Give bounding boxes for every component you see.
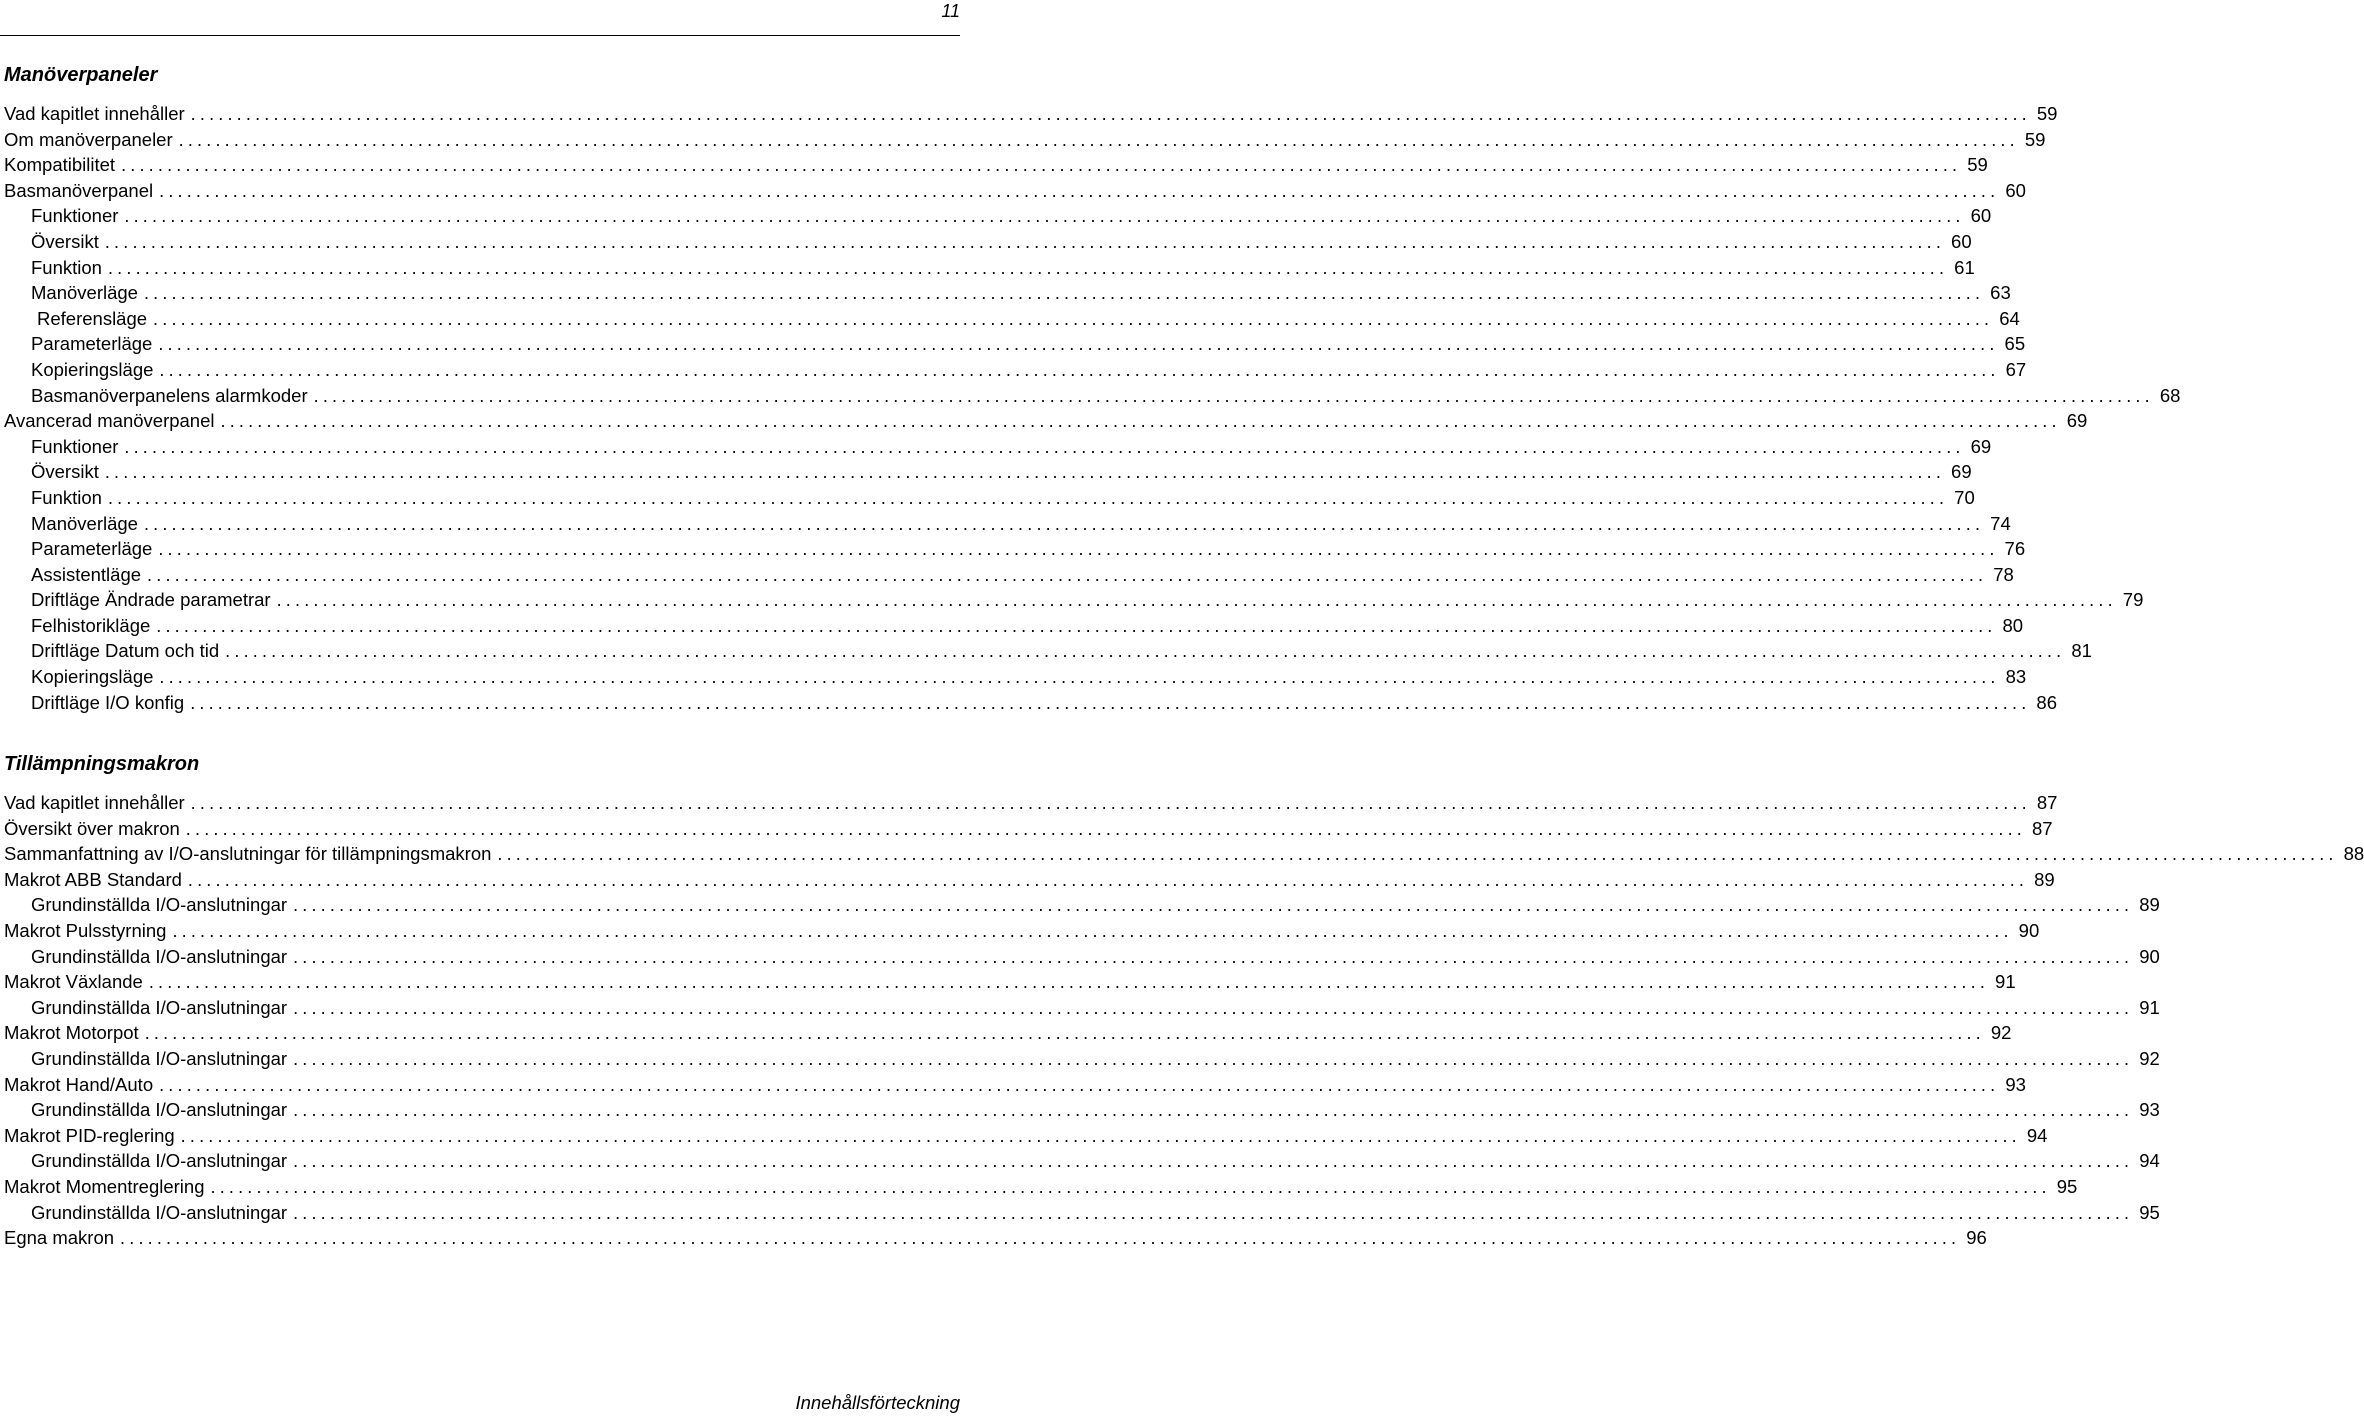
toc-entry-page: 76 bbox=[2004, 538, 2026, 560]
toc-entry-page: 79 bbox=[2122, 589, 2144, 611]
toc-entry-page: 93 bbox=[2139, 1099, 2160, 1121]
toc-entry-label: Grundinställda I/O-anslutningar bbox=[31, 1099, 288, 1121]
dot-leader: ........................................................................................................................................................................................................ bbox=[313, 385, 2154, 406]
page-number: 11 bbox=[941, 1, 960, 21]
toc-entry[interactable] bbox=[4, 944, 2160, 970]
toc-entry[interactable] bbox=[4, 562, 2014, 588]
toc-section-manoverpaneler bbox=[4, 62, 2181, 715]
toc-entry[interactable] bbox=[4, 1020, 2012, 1046]
footer-title: Innehållsförteckning bbox=[795, 1392, 960, 1413]
toc-entry-page: 93 bbox=[2005, 1073, 2026, 1095]
toc-entry-page: 65 bbox=[2004, 333, 2026, 355]
toc-entry-label: Makrot Växlande bbox=[4, 971, 143, 993]
dot-leader: ........................................................................................................................................................................................................ bbox=[210, 1176, 2051, 1197]
toc-entry-page: 60 bbox=[2005, 179, 2026, 201]
toc-entry[interactable] bbox=[4, 1174, 2078, 1200]
toc-entry-page: 67 bbox=[2005, 358, 2027, 380]
toc-entry-page: 63 bbox=[1990, 282, 2011, 304]
toc-entry-label: Översikt bbox=[31, 230, 99, 252]
dot-leader: ........................................................................................................................................................................................................ bbox=[190, 793, 2031, 813]
toc-entry-label: Basmanöverpanel bbox=[4, 179, 154, 201]
toc-entry-page: 90 bbox=[2139, 945, 2160, 967]
toc-entry-page: 89 bbox=[2034, 868, 2055, 890]
toc-entry-label: Parameterläge bbox=[31, 538, 153, 560]
toc-entry-label: Grundinställda I/O-anslutningar bbox=[31, 894, 288, 916]
toc-entry[interactable] bbox=[4, 638, 2092, 664]
toc-entry[interactable] bbox=[4, 101, 2058, 127]
toc-entry-page: 95 bbox=[2056, 1175, 2078, 1197]
toc-entry-page: 92 bbox=[1990, 1022, 2012, 1044]
dot-leader: ........................................................................................................................................................................................................ bbox=[143, 513, 1985, 534]
toc-entry-label: Grundinställda I/O-anslutningar bbox=[31, 1047, 288, 1069]
dot-leader: ........................................................................................................................................................................................................ bbox=[107, 487, 1949, 508]
dot-leader: ........................................................................................................................................................................................................ bbox=[172, 920, 2013, 941]
toc-entry[interactable] bbox=[4, 613, 2024, 639]
toc-entry-label: Felhistorikläge bbox=[31, 614, 151, 636]
toc-entry[interactable] bbox=[4, 841, 2364, 867]
toc-entry[interactable] bbox=[4, 485, 1975, 511]
toc-entry-label: Funktioner bbox=[31, 205, 119, 227]
dot-leader: ........................................................................................................................................................................................................ bbox=[497, 844, 2338, 865]
dot-leader: ........................................................................................................................................................................................................ bbox=[159, 180, 2000, 201]
toc-entry-label: Driftläge I/O konfig bbox=[31, 691, 185, 713]
toc-entry[interactable] bbox=[4, 331, 2026, 357]
toc-entry-label: Basmanöverpanelens alarmkoder bbox=[31, 384, 308, 406]
dot-leader: ........................................................................................................................................................................................................ bbox=[104, 462, 1946, 483]
toc-entry[interactable] bbox=[4, 459, 1972, 485]
toc-entry[interactable] bbox=[4, 408, 2088, 434]
toc-entry-label: Sammanfattning av I/O-anslutningar för tillämpningsmakron bbox=[4, 843, 492, 865]
dot-leader: ........................................................................................................................................................................................................ bbox=[293, 946, 2134, 967]
dot-leader: ........................................................................................................................................................................................................ bbox=[159, 667, 2000, 688]
toc-entry-page: 59 bbox=[1967, 154, 1988, 176]
toc-entry-label: Makrot PID-reglering bbox=[4, 1124, 175, 1146]
toc-entry-page: 87 bbox=[2032, 817, 2053, 839]
toc-entry-label: Kompatibilitet bbox=[4, 154, 116, 176]
toc-entry-label: Avancerad manöverpanel bbox=[4, 410, 215, 432]
dot-leader: ........................................................................................................................................................................................................ bbox=[158, 334, 1999, 355]
toc-entry-label: Parameterläge bbox=[31, 333, 153, 355]
toc-entry-label: Makrot Hand/Auto bbox=[4, 1073, 154, 1095]
dot-leader: ........................................................................................................................................................................................................ bbox=[293, 895, 2134, 916]
toc-entry[interactable] bbox=[4, 587, 2144, 613]
toc-entry-page: 74 bbox=[1990, 512, 2011, 534]
toc-list bbox=[4, 101, 2181, 715]
toc-entry-page: 81 bbox=[2071, 640, 2092, 662]
toc-entry-label: Grundinställda I/O-anslutningar bbox=[31, 996, 288, 1018]
toc-entry-page: 69 bbox=[2066, 410, 2088, 432]
toc-entry[interactable] bbox=[4, 383, 2181, 409]
toc-entry-page: 59 bbox=[2024, 128, 2046, 150]
toc-entry-label: Översikt över makron bbox=[4, 817, 180, 839]
toc-entry[interactable] bbox=[4, 511, 2011, 537]
toc-entry-page: 61 bbox=[1954, 256, 1975, 278]
toc-entry-page: 69 bbox=[1970, 435, 1992, 457]
toc-entry[interactable] bbox=[4, 1148, 2160, 1174]
toc-entry[interactable] bbox=[4, 1225, 1987, 1251]
toc-entry-page: 87 bbox=[2036, 792, 2058, 813]
toc-entry[interactable] bbox=[4, 306, 2020, 332]
toc-entry-page: 69 bbox=[1951, 461, 1972, 483]
toc-entry-label: Funktion bbox=[31, 486, 102, 508]
toc-entry[interactable] bbox=[4, 357, 2027, 383]
dot-leader: ........................................................................................................................................................................................................ bbox=[185, 818, 2026, 839]
toc-entry[interactable] bbox=[4, 280, 2011, 306]
dot-leader: ........................................................................................................................................................................................................ bbox=[159, 359, 2000, 380]
toc-entry[interactable] bbox=[4, 1046, 2160, 1072]
toc-entry-label: Grundinställda I/O-anslutningar bbox=[31, 1150, 288, 1172]
toc-entry-label: Kopieringsläge bbox=[31, 358, 154, 380]
toc-entry-page: 70 bbox=[1954, 486, 1975, 508]
toc-entry[interactable] bbox=[4, 790, 2058, 816]
dot-leader: ........................................................................................................................................................................................................ bbox=[148, 972, 1990, 993]
toc-entry-page: 95 bbox=[2139, 1201, 2160, 1223]
toc-entry[interactable] bbox=[4, 918, 2040, 944]
toc-entry-label: Driftläge Datum och tid bbox=[31, 640, 220, 662]
dot-leader: ........................................................................................................................................................................................................ bbox=[178, 129, 2019, 150]
dot-leader: ........................................................................................................................................................................................................ bbox=[190, 692, 2031, 713]
toc-entry-label: Översikt bbox=[31, 461, 99, 483]
toc-entry-page: 92 bbox=[2139, 1047, 2160, 1069]
dot-leader: ........................................................................................................................................................................................................ bbox=[124, 436, 1965, 457]
toc-entry-label: Funktion bbox=[31, 256, 102, 278]
dot-leader: ........................................................................................................................................................................................................ bbox=[144, 1023, 1985, 1044]
dot-leader: ........................................................................................................................................................................................................ bbox=[124, 206, 1965, 227]
toc-entry-label: Egna makron bbox=[4, 1227, 115, 1249]
toc-entry[interactable] bbox=[4, 1097, 2160, 1123]
dot-leader: ........................................................................................................................................................................................................ bbox=[293, 1151, 2134, 1172]
toc-entry-page: 89 bbox=[2139, 894, 2160, 916]
toc-entry[interactable] bbox=[4, 1072, 2026, 1098]
toc-entry-label: Referensläge bbox=[37, 307, 148, 329]
toc-entry-label: Vad kapitlet innehåller bbox=[4, 792, 185, 813]
toc-entry[interactable] bbox=[4, 690, 2057, 716]
toc-entry[interactable] bbox=[4, 1123, 2048, 1149]
toc-entry-page: 91 bbox=[1995, 971, 2016, 993]
toc-entry[interactable] bbox=[4, 178, 2026, 204]
toc-entry-label: Driftläge Ändrade parametrar bbox=[31, 589, 271, 611]
toc-entry[interactable] bbox=[4, 969, 2016, 995]
dot-leader: ........................................................................................................................................................................................................ bbox=[121, 155, 1962, 176]
toc-entry[interactable] bbox=[4, 995, 2160, 1021]
toc-entry-label: Funktioner bbox=[31, 435, 119, 457]
toc-entry-label: Makrot Momentreglering bbox=[4, 1175, 205, 1197]
toc-entry-label: Makrot Pulsstyrning bbox=[4, 919, 167, 941]
toc-entry-label: Makrot Motorpot bbox=[4, 1022, 139, 1044]
dot-leader: ........................................................................................................................................................................................................ bbox=[143, 283, 1985, 304]
dot-leader: ........................................................................................................................................................................................................ bbox=[293, 997, 2134, 1018]
dot-leader: ........................................................................................................................................................................................................ bbox=[107, 257, 1949, 278]
toc-entry-label: Om manöverpaneler bbox=[4, 128, 173, 150]
toc-entry[interactable] bbox=[4, 255, 1975, 281]
toc-entry[interactable] bbox=[4, 892, 2160, 918]
toc-list bbox=[4, 790, 2364, 1251]
toc-entry-page: 80 bbox=[2002, 614, 2024, 636]
toc-entry-label: Manöverläge bbox=[31, 512, 138, 534]
toc-entry-page: 94 bbox=[2026, 1124, 2048, 1146]
toc-entry[interactable] bbox=[4, 203, 1992, 229]
toc-entry-page: 94 bbox=[2139, 1150, 2160, 1172]
dot-leader: ........................................................................................................................................................................................................ bbox=[159, 1074, 2000, 1095]
section-title: Tillämpningsmakron bbox=[4, 753, 200, 775]
toc-entry-label: Vad kapitlet innehåller bbox=[4, 103, 185, 124]
dot-leader: ........................................................................................................................................................................................................ bbox=[147, 564, 1988, 585]
toc-entry[interactable] bbox=[4, 536, 2026, 562]
dot-leader: ........................................................................................................................................................................................................ bbox=[104, 231, 1946, 252]
toc-entry-page: 60 bbox=[1970, 205, 1992, 227]
toc-entry-page: 90 bbox=[2018, 919, 2040, 941]
toc-entry-page: 96 bbox=[1966, 1227, 1987, 1249]
header-rule bbox=[0, 35, 960, 36]
toc-entry[interactable] bbox=[4, 434, 1992, 460]
dot-leader: ........................................................................................................................................................................................................ bbox=[158, 539, 1999, 560]
section-title: Manöverpaneler bbox=[4, 64, 158, 86]
dot-leader: ........................................................................................................................................................................................................ bbox=[293, 1048, 2134, 1069]
toc-entry[interactable] bbox=[4, 816, 2053, 842]
toc-entry[interactable] bbox=[4, 127, 2046, 153]
toc-entry[interactable] bbox=[4, 229, 1972, 255]
dot-leader: ........................................................................................................................................................................................................ bbox=[276, 590, 2117, 611]
toc-entry-page: 78 bbox=[1993, 563, 2014, 585]
toc-entry-page: 88 bbox=[2343, 843, 2364, 865]
toc-entry-label: Grundinställda I/O-anslutningar bbox=[31, 945, 288, 967]
toc-section-tillampningsmakron bbox=[4, 751, 2364, 1251]
dot-leader: ........................................................................................................................................................................................................ bbox=[153, 308, 1994, 329]
dot-leader: ........................................................................................................................................................................................................ bbox=[120, 1228, 1961, 1249]
toc-entry[interactable] bbox=[4, 664, 2027, 690]
dot-leader: ........................................................................................................................................................................................................ bbox=[293, 1202, 2134, 1223]
toc-entry-page: 91 bbox=[2139, 996, 2160, 1018]
toc-entry-page: 83 bbox=[2005, 666, 2027, 688]
toc-entry-page: 86 bbox=[2036, 691, 2057, 713]
toc-entry-label: Grundinställda I/O-anslutningar bbox=[31, 1201, 288, 1223]
toc-entry[interactable] bbox=[4, 867, 2055, 893]
toc-entry-label: Kopieringsläge bbox=[31, 666, 154, 688]
dot-leader: ........................................................................................................................................................................................................ bbox=[190, 104, 2031, 124]
toc-entry-label: Makrot ABB Standard bbox=[4, 868, 182, 890]
dot-leader: ........................................................................................................................................................................................................ bbox=[187, 869, 2029, 890]
toc-entry-label: Assistentläge bbox=[31, 563, 142, 585]
dot-leader: ........................................................................................................................................................................................................ bbox=[180, 1125, 2021, 1146]
toc-entry-page: 64 bbox=[1999, 307, 2020, 329]
toc-entry-page: 59 bbox=[2036, 103, 2058, 124]
toc-entry[interactable] bbox=[4, 152, 1988, 178]
dot-leader: ........................................................................................................................................................................................................ bbox=[293, 1100, 2134, 1121]
toc-entry-label: Manöverläge bbox=[31, 282, 138, 304]
dot-leader: ........................................................................................................................................................................................................ bbox=[156, 615, 1997, 636]
toc-entry[interactable] bbox=[4, 1200, 2160, 1226]
dot-leader: ........................................................................................................................................................................................................ bbox=[225, 641, 2066, 662]
toc-entry-page: 68 bbox=[2159, 384, 2181, 406]
toc-entry-page: 60 bbox=[1951, 230, 1972, 252]
dot-leader: ........................................................................................................................................................................................................ bbox=[220, 411, 2061, 432]
